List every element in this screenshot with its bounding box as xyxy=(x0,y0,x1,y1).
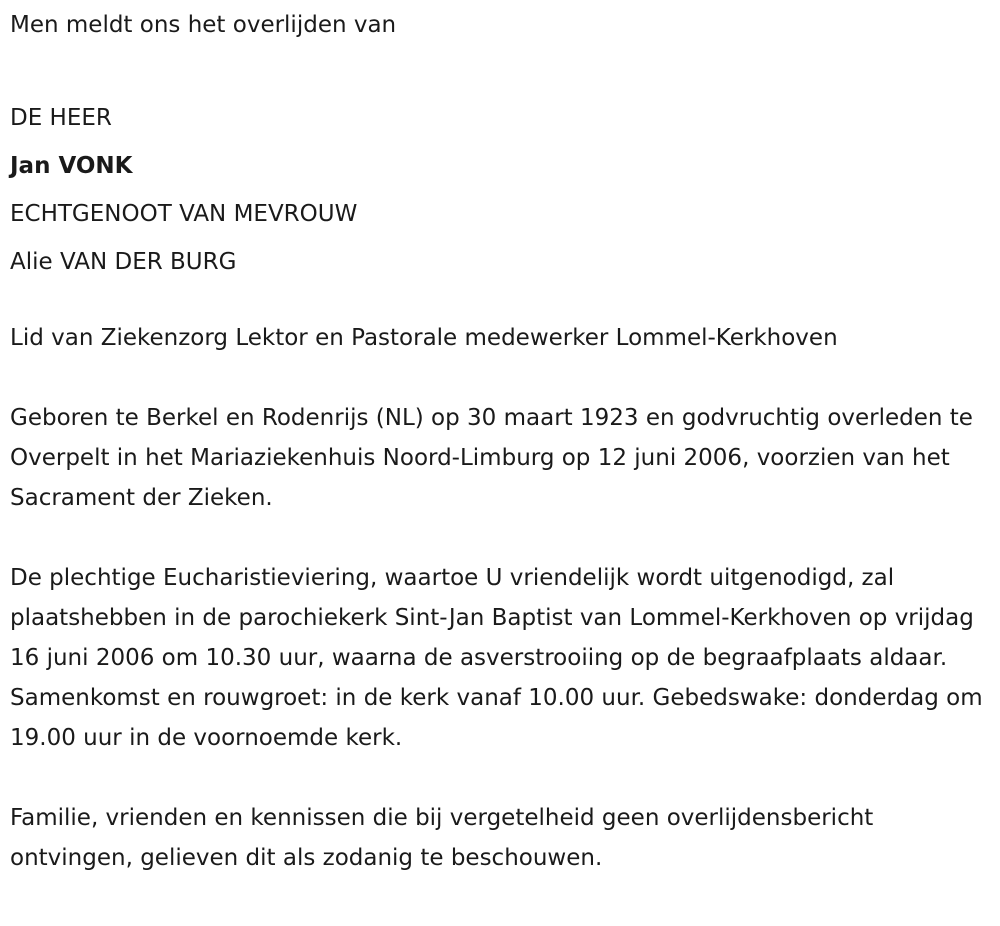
closing-paragraph: Familie, vrienden en kennissen die bij vergetelheid geen overlijdensbericht ontvingen, gelieven dit als zodanig te beschouwen. xyxy=(10,805,874,871)
intro-text: Men meldt ons het overlijden van xyxy=(10,12,397,38)
spouse-name: Alie VAN DER BURG xyxy=(10,249,237,275)
name-block xyxy=(10,94,992,286)
death-notice xyxy=(10,8,992,878)
relation-text: ECHTGENOOT VAN MEVROUW xyxy=(10,201,358,227)
roles-text: Lid van Ziekenzorg Lektor en Pastorale medewerker Lommel-Kerkhoven xyxy=(10,325,838,351)
ceremony-paragraph: De plechtige Eucharistieviering, waartoe U vriendelijk wordt uitgenodigd, zal plaatshebben in de parochiekerk Sint-Jan Baptist van Lommel-Kerkhoven op vrijdag 16 juni 2006 om 10.30 uur, waarna de asverstrooiing op de begraafplaats aldaar. Samenkomst en rouwgroet: in de kerk vanaf 10.00 uur. Gebedswake: donderdag om 19.00 uur in de voornoemde kerk. xyxy=(10,565,983,751)
birth-death-paragraph: Geboren te Berkel en Rodenrijs (NL) op 30 maart 1923 en godvruchtig overleden te Overpelt in het Mariaziekenhuis Noord-Limburg op 12 juni 2006, voorzien van het Sacrament der Zieken. xyxy=(10,405,973,511)
title-text: DE HEER xyxy=(10,105,112,131)
deceased-name: Jan VONK xyxy=(10,153,133,179)
